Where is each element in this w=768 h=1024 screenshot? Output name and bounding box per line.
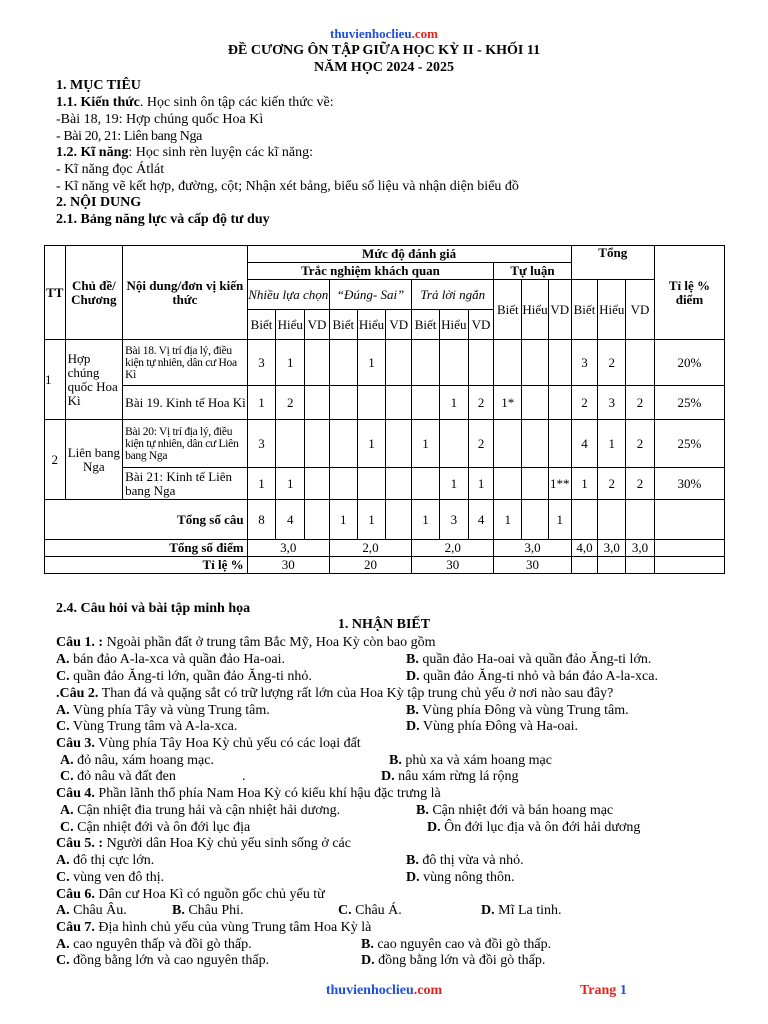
table-row-total-questions	[45, 500, 725, 540]
q2-option-a: A. Vùng phía Tây và vùng Trung tâm.	[56, 703, 270, 718]
hdr-biet: Biết	[247, 310, 276, 340]
hdr-t-biet: Biết	[571, 280, 598, 340]
cell	[276, 420, 305, 468]
hdr-noidung: Nội dung/đơn vị kiến thức	[123, 246, 247, 340]
cell	[522, 386, 549, 420]
cell: 3	[439, 500, 468, 540]
cell	[522, 500, 549, 540]
table-row	[45, 386, 725, 420]
hdr-tuluan: Tự luận	[494, 263, 571, 280]
cell	[468, 340, 494, 386]
cell	[412, 386, 440, 420]
cell	[626, 500, 655, 540]
q6-option-c: C. Châu Á.	[338, 903, 402, 918]
cell: 4	[571, 420, 598, 468]
cell	[357, 386, 386, 420]
question-3: Câu 3. Vùng phía Tây Hoa Kỳ chủ yếu có các loại đất	[56, 736, 361, 751]
table-row	[45, 420, 725, 468]
cell: 3	[571, 340, 598, 386]
row-noidung: Bài 19. Kinh tế Hoa Kì	[123, 386, 247, 420]
section-1-1: 1.1. Kiến thức. Học sinh ôn tập các kiến thức về:	[56, 95, 334, 110]
row-noidung: Bài 20: Vị trí địa lý, điều kiện tự nhiên, dân cư Liên bang Nga	[123, 420, 247, 468]
cell	[386, 500, 412, 540]
cell	[329, 386, 357, 420]
cell: 4,0	[571, 540, 598, 557]
cell: 1	[276, 340, 305, 386]
cell	[571, 500, 598, 540]
q6-option-d: D. Mĩ La tinh.	[481, 903, 562, 918]
cell: 1	[439, 386, 468, 420]
cell: 30	[247, 557, 329, 574]
cell	[494, 420, 522, 468]
cell: 1	[247, 468, 276, 500]
row-tt: 1	[45, 340, 66, 420]
q4-option-d: D. Ôn đới lục địa và ôn đới hải dương	[427, 820, 641, 835]
q3-option-a: A. đỏ nâu, xám hoang mạc.	[60, 753, 214, 768]
row-noidung: Bài 21: Kinh tế Liên bang Nga	[123, 468, 247, 500]
cell: 20%	[654, 340, 724, 386]
q2-option-d: D. Vùng phía Đông và Ha-oai.	[406, 719, 578, 734]
question-5: Câu 5. : Người dân Hoa Kỳ chủ yếu sinh sống ở các	[56, 836, 351, 851]
cell: 1	[548, 500, 571, 540]
hdr-tl-biet: Biết	[494, 280, 522, 340]
cell: 2	[598, 468, 626, 500]
cell	[522, 468, 549, 500]
cell: 2	[468, 386, 494, 420]
section-2-1: 2.1. Bảng năng lực và cấp độ tư duy	[56, 212, 270, 227]
doc-subtitle: NĂM HỌC 2024 - 2025	[314, 60, 454, 75]
cell	[329, 468, 357, 500]
site-footer[interactable]: thuvienhoclieu.com	[325, 983, 443, 998]
q3-option-c: C. đỏ nâu và đất đen	[60, 769, 176, 784]
cell	[494, 468, 522, 500]
q2-option-b: B. Vùng phía Đông và vùng Trung tâm.	[406, 703, 629, 718]
cell: 2	[626, 468, 655, 500]
row-chude: Hợp chúng quốc Hoa Kì	[65, 340, 123, 420]
cell	[386, 420, 412, 468]
q4-option-a: A. Cận nhiệt đia trung hải và cận nhiệt hải dương.	[60, 803, 341, 818]
hdr-tl-hieu: Hiểu	[522, 280, 549, 340]
row-tt: 2	[45, 420, 66, 500]
cell: 3,0	[626, 540, 655, 557]
cell	[439, 420, 468, 468]
q2-option-c: C. Vùng Trung tâm và A-la-xca.	[56, 719, 238, 734]
q3-option-b: B. phù xa và xám hoang mạc	[389, 753, 552, 768]
cell	[439, 340, 468, 386]
cell: 1	[571, 468, 598, 500]
cell: 3	[247, 420, 276, 468]
cell: 1	[276, 468, 305, 500]
section-2-4: 2.4. Câu hỏi và bài tập minh họa	[56, 601, 251, 616]
hdr-nlc: Nhiều lựa chọn	[247, 280, 329, 310]
cell	[522, 340, 549, 386]
hdr-hieu: Hiểu	[276, 310, 305, 340]
cell: 8	[247, 500, 276, 540]
cell: 4	[276, 500, 305, 540]
q3-option-d: D. nâu xám rừng lá rộng	[381, 769, 519, 784]
section-2: 2. NỘI DUNG	[56, 195, 142, 210]
cell: 1	[439, 468, 468, 500]
cell	[357, 468, 386, 500]
hdr-chude: Chủ đề/ Chương	[65, 246, 123, 340]
assessment-table	[44, 245, 725, 574]
section-1-2-b: - Kĩ năng vẽ kết hợp, đường, cột; Nhận xét bảng, biểu số liệu và nhận diện biểu đồ	[56, 179, 519, 194]
cell	[305, 468, 330, 500]
q5-option-c: C. vùng ven đô thị.	[56, 870, 165, 885]
section-1-2: 1.2. Kĩ năng: Học sinh rèn luyện các kĩ năng:	[56, 145, 314, 160]
q7-option-a: A. cao nguyên thấp và đồi gò thấp.	[56, 937, 252, 952]
cell: 30%	[654, 468, 724, 500]
cell: 2,0	[329, 540, 411, 557]
hdr-vd: VD	[468, 310, 494, 340]
q1-option-d: D. quần đảo Ăng-ti nhỏ và bán đảo A-la-xca.	[406, 669, 658, 684]
tile-label: Tỉ lệ %	[45, 557, 248, 574]
row-noidung: Bài 18. Vị trí địa lý, điều kiện tự nhiên, dân cư Hoa Kì	[123, 340, 247, 386]
cell: 1	[468, 468, 494, 500]
cell: 2	[626, 386, 655, 420]
question-4: Câu 4. Phần lãnh thổ phía Nam Hoa Kỳ có kiểu khí hậu đặc trưng là	[56, 786, 441, 801]
site-header[interactable]: thuvienhoclieu.com	[330, 26, 438, 41]
cell	[522, 420, 549, 468]
hdr-hieu: Hiểu	[357, 310, 386, 340]
tongsocau-label: Tổng số câu	[45, 500, 248, 540]
cell: 1**	[548, 468, 571, 500]
cell	[654, 557, 724, 574]
question-7: Câu 7. Địa hình chủ yếu của vùng Trung tâm Hoa Kỳ là	[56, 920, 372, 935]
question-6: Câu 6. Dân cư Hoa Kì có nguồn gốc chủ yếu từ	[56, 887, 325, 902]
cell: 30	[494, 557, 571, 574]
cell: 1	[357, 500, 386, 540]
cell	[598, 500, 626, 540]
cell	[626, 557, 655, 574]
cell: 1	[598, 420, 626, 468]
table-row	[45, 340, 725, 386]
q6-option-a: A. Châu Âu.	[56, 903, 127, 918]
cell: 2	[598, 340, 626, 386]
section-1-1-b: - Bài 20, 21: Liên bang Nga	[56, 129, 202, 144]
cell	[329, 420, 357, 468]
cell	[626, 340, 655, 386]
q4-option-c: C. Cận nhiệt đới và ôn đới lục địa	[60, 820, 251, 835]
cell: 2,0	[412, 540, 494, 557]
cell: 3,0	[247, 540, 329, 557]
cell	[305, 386, 330, 420]
cell	[571, 557, 598, 574]
cell: 3,0	[598, 540, 626, 557]
q5-option-a: A. đô thị cực lớn.	[56, 853, 155, 868]
cell: 25%	[654, 386, 724, 420]
table-row-total-points	[45, 540, 725, 557]
section-1-1-a: -Bài 18, 19: Hợp chúng quốc Hoa Kì	[56, 112, 264, 127]
cell: 1	[357, 340, 386, 386]
q5-option-d: D. vùng nông thôn.	[406, 870, 515, 885]
cell: 1	[329, 500, 357, 540]
hdr-mucdo: Mức độ đánh giá	[247, 246, 571, 263]
question-1: Câu 1. : Ngoài phần đất ở trung tâm Bắc Mỹ, Hoa Kỳ còn bao gồm	[56, 635, 436, 650]
hdr-tln: Trả lời ngắn	[412, 280, 494, 310]
cell: 1	[412, 420, 440, 468]
q7-option-d: D. đồng bằng lớn và đồi gò thấp.	[361, 953, 546, 968]
page-number: Trang 1	[580, 983, 627, 998]
cell	[386, 386, 412, 420]
cell: 4	[468, 500, 494, 540]
hdr-ds: “Đúng- Sai”	[329, 280, 411, 310]
hdr-tong: Tổng	[571, 246, 654, 280]
cell	[598, 557, 626, 574]
tongsodiem-label: Tổng số điểm	[45, 540, 248, 557]
cell: 30	[412, 557, 494, 574]
q5-option-b: B. đô thị vừa và nhỏ.	[406, 853, 524, 868]
cell: 1*	[494, 386, 522, 420]
hdr-tl-vd: VD	[548, 280, 571, 340]
heading-nhan-biet: 1. NHẬN BIẾT	[337, 617, 431, 632]
cell	[329, 340, 357, 386]
hdr-vd: VD	[386, 310, 412, 340]
q1-option-c: C. quần đảo Ăng-ti lớn, quần đảo Ăng-ti nhỏ.	[56, 669, 312, 684]
q7-option-c: C. đồng bằng lớn và cao nguyên thấp.	[56, 953, 270, 968]
cell: 25%	[654, 420, 724, 468]
cell: 1	[412, 500, 440, 540]
cell	[548, 420, 571, 468]
cell: 2	[571, 386, 598, 420]
q1-option-a: A. bán đảo A-la-xca và quần đảo Ha-oai.	[56, 652, 285, 667]
hdr-hieu: Hiểu	[439, 310, 468, 340]
cell: 1	[494, 500, 522, 540]
q3-dot: .	[242, 769, 246, 784]
question-2: .Câu 2. Than đá và quặng sắt có trữ lượng rất lớn của Hoa Kỳ tập trung chủ yếu ở nơi nào sau đây?	[56, 686, 614, 701]
cell: 3	[247, 340, 276, 386]
cell	[305, 420, 330, 468]
cell	[412, 340, 440, 386]
cell: 2	[468, 420, 494, 468]
table-row-ratio	[45, 557, 725, 574]
hdr-tnkq: Trắc nghiệm khách quan	[247, 263, 494, 280]
q4-option-b: B. Cận nhiệt đới và bán hoang mạc	[416, 803, 614, 818]
table-row	[45, 468, 725, 500]
cell	[386, 340, 412, 386]
cell	[548, 340, 571, 386]
cell	[305, 340, 330, 386]
hdr-vd: VD	[305, 310, 330, 340]
cell: 3,0	[494, 540, 571, 557]
cell: 1	[357, 420, 386, 468]
cell: 3	[598, 386, 626, 420]
hdr-biet: Biết	[329, 310, 357, 340]
q1-option-b: B. quần đảo Ha-oai và quần đảo Ăng-ti lớn.	[406, 652, 652, 667]
hdr-biet: Biết	[412, 310, 440, 340]
cell	[494, 340, 522, 386]
hdr-tt: TT	[45, 246, 66, 340]
hdr-tile: Tỉ lệ % điểm	[654, 246, 724, 340]
hdr-t-hieu: Hiểu	[598, 280, 626, 340]
cell	[386, 468, 412, 500]
cell: 1	[247, 386, 276, 420]
section-1-2-a: - Kĩ năng đọc Átlát	[56, 162, 165, 177]
row-chude: Liên bang Nga	[65, 420, 123, 500]
cell: 2	[626, 420, 655, 468]
cell	[654, 540, 724, 557]
cell	[548, 386, 571, 420]
section-1: 1. MỤC TIÊU	[56, 78, 141, 93]
doc-title: ĐỀ CƯƠNG ÔN TẬP GIỮA HỌC KỲ II - KHỐI 11	[227, 43, 541, 58]
cell: 20	[329, 557, 411, 574]
cell	[305, 500, 330, 540]
hdr-t-vd: VD	[626, 280, 655, 340]
cell: 2	[276, 386, 305, 420]
cell	[654, 500, 724, 540]
cell	[412, 468, 440, 500]
q6-option-b: B. Châu Phi.	[172, 903, 244, 918]
q7-option-b: B. cao nguyên cao và đồi gò thấp.	[361, 937, 552, 952]
